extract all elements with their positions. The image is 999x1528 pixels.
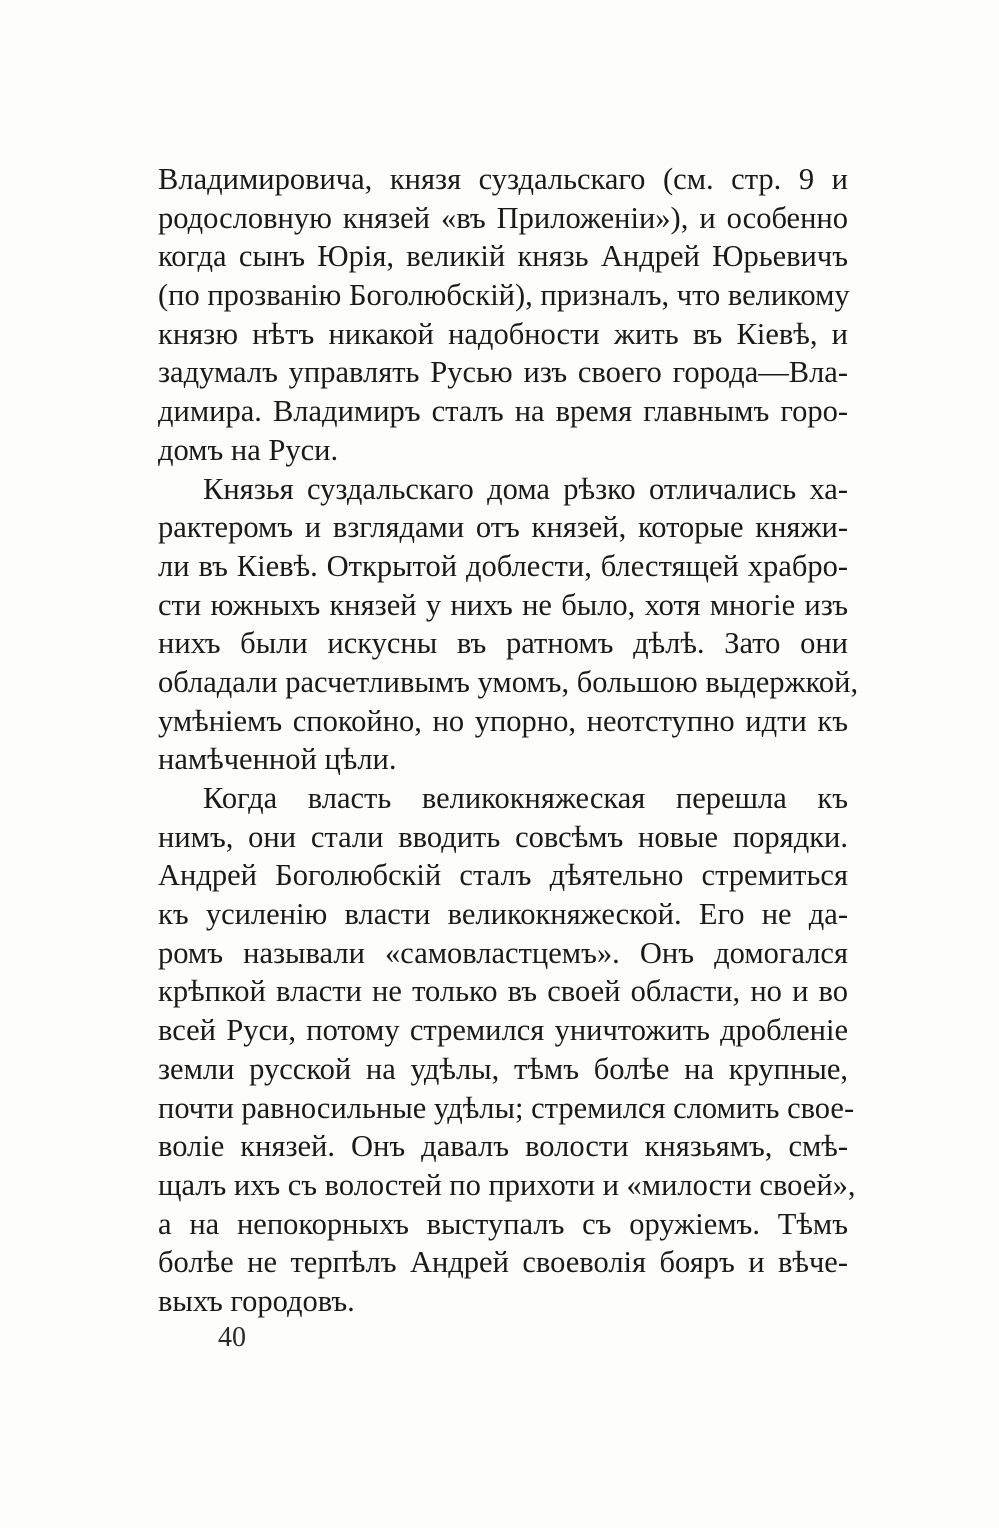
page-number: 40 (218, 1322, 246, 1353)
text-line: Владимировича, князя суздальскаго (см. стр. 9 и (158, 162, 848, 196)
paragraph-1 (158, 160, 848, 470)
text-line: когда сынъ Юрія, великій князь Андрей Юрьевичъ (158, 239, 848, 274)
text-line: земли русской на удѣлы, тѣмъ болѣе на крупные, (158, 1051, 848, 1086)
text-line: болѣе не терпѣлъ Андрей своеволія бояръ и вѣче- (158, 1245, 848, 1280)
text-line: воліе князей. Онъ давалъ волости князьямъ, смѣ- (158, 1129, 848, 1164)
paragraph-2 (158, 470, 859, 780)
text-line: обладали расчетливымъ умомъ, большою выдержкой, (158, 664, 859, 699)
text-line: щалъ ихъ съ волостей по прихоти и «милости своей», (158, 1167, 856, 1202)
text-line: (по прозванію Боголюбскій), призналъ, что великому (158, 278, 850, 313)
text-line: нимъ, они стали вводить совсѣмъ новые порядки. (158, 819, 848, 854)
text-line: домъ на Руси. (158, 432, 339, 467)
text-line: умѣніемъ спокойно, но упорно, неотступно идти къ (158, 703, 848, 738)
text-line: къ усиленію власти великокняжеской. Его не да- (158, 897, 848, 932)
text-line: намѣченной цѣли. (158, 742, 397, 777)
text-line: нихъ были искусны въ ратномъ дѣлѣ. Зато они (158, 626, 848, 661)
text-line: рактеромъ и взглядами отъ князей, которые княжи- (158, 510, 848, 545)
body-text (158, 160, 859, 1321)
text-line: задумалъ управлять Русью изъ своего города—Вла- (158, 355, 848, 390)
text-line: всей Руси, потому стремился уничтожить дробленіе (158, 1013, 848, 1048)
text-line: Князья суздальскаго дома рѣзко отличались ха- (203, 471, 848, 506)
text-line: ромъ называли «самовластцемъ». Онъ домогался (158, 935, 848, 970)
text-line: Андрей Боголюбскій сталъ дѣятельно стремиться (158, 858, 848, 893)
text-line: сти южныхъ князей у нихъ не было, хотя многіе изъ (158, 587, 848, 622)
text-line: князю нѣтъ никакой надобности жить въ Кіевѣ, и (158, 316, 848, 351)
text-line: выхъ городовъ. (158, 1283, 355, 1318)
paragraph-3 (158, 779, 856, 1321)
text-line: димира. Владимиръ сталъ на время главнымъ горо- (158, 394, 848, 429)
text-line: почти равносильные удѣлы; стремился сломить свое- (158, 1090, 855, 1125)
text-line: родословную князей «въ Приложеніи»), и особенно (158, 200, 848, 235)
text-line: Когда власть великокняжеская перешла къ (203, 781, 848, 815)
text-line: а на непокорныхъ выступалъ съ оружіемъ. Тѣмъ (158, 1206, 848, 1241)
text-line: крѣпкой власти не только въ своей области, но и во (158, 974, 848, 1009)
text-line: ли въ Кіевѣ. Открытой доблести, блестящей храбро- (158, 548, 848, 583)
